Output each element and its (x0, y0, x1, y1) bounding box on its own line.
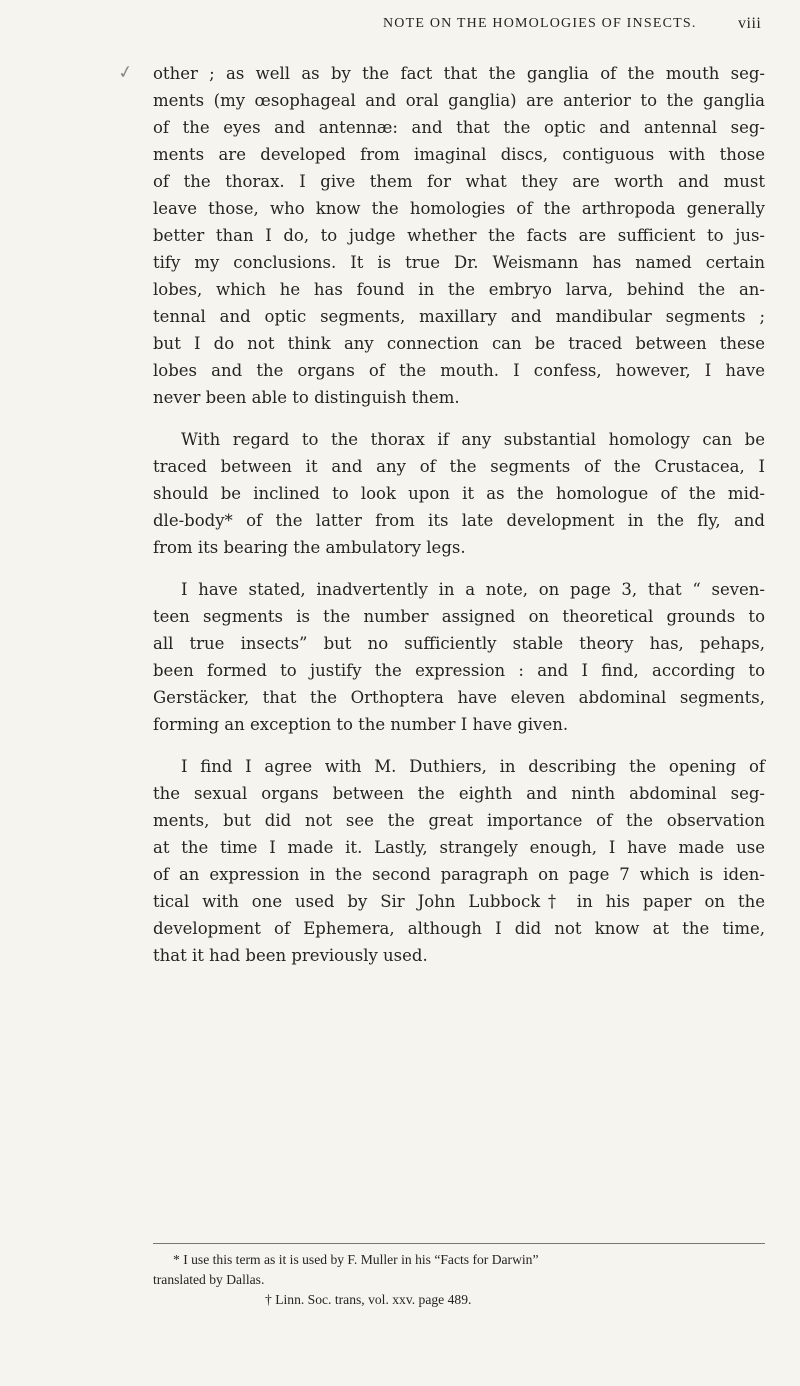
body-text (153, 60, 765, 984)
text-line: ments, but did not see the great importance of the observation (153, 811, 765, 830)
paragraph-2 (153, 426, 765, 561)
footnote-line: † Linn. Soc. trans, vol. xxv. page 489. (265, 1292, 472, 1307)
text-line: but I do not think any connection can be traced between these (153, 334, 765, 353)
text-line: I find I agree with M. Duthiers, in describing the opening of (181, 757, 765, 776)
text-line: Gerstäcker, that the Orthoptera have eleven abdominal segments, (153, 688, 765, 707)
paragraph-4 (153, 753, 765, 969)
text-line: teen segments is the number assigned on theoretical grounds to (153, 607, 765, 626)
text-line: all true insects” but no sufficiently stable theory has, pehaps, (153, 634, 765, 653)
footnote-line: * I use this term as it is used by F. Muller in his “Facts for Darwin” (173, 1252, 539, 1267)
text-line: at the time I made it. Lastly, strangely enough, I have made use (153, 838, 765, 857)
text-line: tical with one used by Sir John Lubbock† in his paper on the (153, 892, 765, 911)
footnote-1 (153, 1250, 765, 1290)
footnote-2 (153, 1290, 765, 1310)
text-line: been formed to justify the expression : and I find, according to (153, 661, 765, 680)
text-line: the sexual organs between the eighth and ninth abdominal seg- (153, 784, 765, 803)
footnotes (153, 1250, 765, 1310)
text-line: leave those, who know the homologies of the arthropoda generally (153, 199, 765, 218)
text-line: never been able to distinguish them. (153, 388, 460, 407)
text-line: tennal and optic segments, maxillary and mandibular segments ; (153, 307, 765, 326)
running-title: NOTE ON THE HOMOLOGIES OF INSECTS. (383, 16, 697, 31)
text-line: ments are developed from imaginal discs, contiguous with those (153, 145, 765, 164)
text-line: tify my conclusions. It is true Dr. Weismann has named certain (153, 253, 765, 272)
text-line: lobes, which he has found in the embryo larva, behind the an- (153, 280, 765, 299)
text-line: other ; as well as by the fact that the ganglia of the mouth seg- (153, 64, 765, 83)
text-line: development of Ephemera, although I did not know at the time, (153, 919, 765, 938)
text-line: With regard to the thorax if any substantial homology can be (181, 430, 765, 449)
text-line: of the eyes and antennæ: and that the optic and antennal seg- (153, 118, 765, 137)
text-line: ments (my œsophageal and oral ganglia) are anterior to the ganglia (153, 91, 765, 110)
text-line: I have stated, inadvertently in a note, on page 3, that “ seven- (181, 580, 765, 599)
footnote-rule (153, 1243, 765, 1244)
text-line: from its bearing the ambulatory legs. (153, 538, 466, 557)
footnote-line: translated by Dallas. (153, 1272, 265, 1287)
text-line: dle-body* of the latter from its late development in the fly, and (153, 511, 765, 530)
text-line: forming an exception to the number I have given. (153, 715, 569, 734)
page-number: viii (738, 15, 762, 32)
text-line: lobes and the organs of the mouth. I confess, however, I have (153, 361, 765, 380)
paragraph-3 (153, 576, 765, 738)
text-line: traced between it and any of the segments of the Crustacea, I (153, 457, 765, 476)
text-line: that it had been previously used. (153, 946, 428, 965)
paragraph-1 (153, 60, 765, 411)
text-line: of the thorax. I give them for what they are worth and must (153, 172, 765, 191)
text-line: better than I do, to judge whether the facts are sufficient to jus- (153, 226, 765, 245)
margin-check-mark: ✓ (116, 60, 135, 85)
text-line: of an expression in the second paragraph on page 7 which is iden- (153, 865, 765, 884)
text-line: should be inclined to look upon it as the homologue of the mid- (153, 484, 765, 503)
